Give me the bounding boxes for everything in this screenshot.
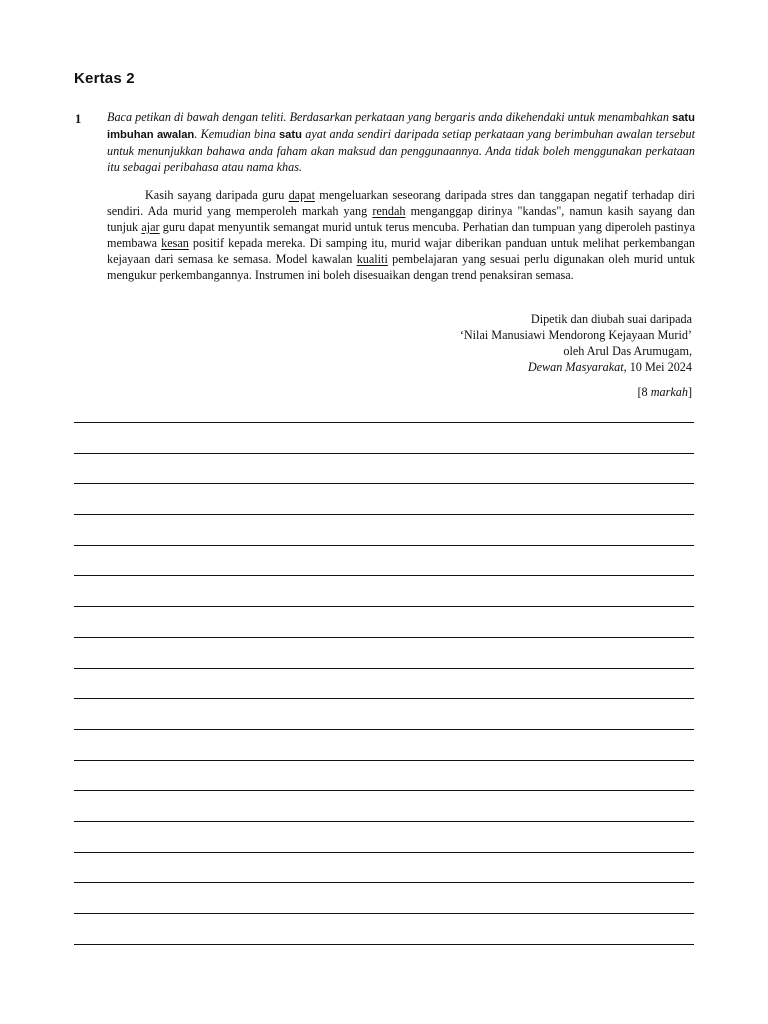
answer-line[interactable] (74, 606, 694, 607)
passage-text: positif kepada mereka. Di samping itu, murid wajar diberikan panduan untuk melihat perkembangan kejayaan dari semasa ke semasa. Model kawalan (107, 236, 695, 266)
answer-line[interactable] (74, 821, 694, 822)
answer-line[interactable] (74, 913, 694, 914)
underlined-word-kualiti: kualiti (356, 252, 388, 266)
passage-text: menganggap dirinya "kandas", namun kasih sayang dan tunjuk (107, 204, 695, 234)
answer-line[interactable] (74, 453, 694, 454)
marks-label: markah (650, 385, 688, 399)
passage-text: Kasih sayang daripada guru (145, 188, 289, 202)
source-line-2: ‘Nilai Manusiawi Mendorong Kejayaan Murid’ (459, 328, 692, 342)
answer-line[interactable] (74, 760, 694, 761)
source-line-3: oleh Arul Das Arumugam, (563, 344, 692, 358)
marks-allocation (637, 385, 692, 400)
answer-line[interactable] (74, 545, 694, 546)
answer-lines (74, 422, 694, 974)
source-line-1: Dipetik dan diubah suai daripada (530, 312, 692, 326)
answer-line[interactable] (74, 575, 694, 576)
underlined-word-kesan: kesan (161, 236, 189, 250)
source-citation (460, 311, 692, 375)
instruction-bold-1: satu imbuhan awalan (107, 112, 695, 141)
instruction-text-3: ayat anda sendiri daripada setiap perkataan yang berimbuhan awalan tersebut untuk menunjukkan bahawa anda faham akan maksud dan penggunaannya. Anda tidak boleh menggunakan perkataan itu sebagai peribahasa atau nama khas. (107, 127, 695, 174)
answer-line[interactable] (74, 698, 694, 699)
underlined-word-dapat: dapat (288, 188, 315, 202)
answer-line[interactable] (74, 483, 694, 484)
answer-line[interactable] (74, 514, 694, 515)
paper-title: Kertas 2 (74, 70, 135, 87)
passage-text: pembelajaran yang sesuai perlu digunakan oleh murid untuk mengukur perkembangannya. Instrumen ini boleh disesuaikan dengan trend penaksiran semasa. (107, 252, 695, 282)
answer-line[interactable] (74, 790, 694, 791)
answer-line[interactable] (74, 637, 694, 638)
question-number: 1 (75, 112, 82, 126)
source-date: , 10 Mei 2024 (623, 360, 692, 374)
answer-line[interactable] (74, 729, 694, 730)
answer-line[interactable] (74, 668, 694, 669)
passage-paragraph (107, 187, 695, 283)
answer-line[interactable] (74, 882, 694, 883)
instruction-text-2: . Kemudian bina (194, 127, 279, 141)
underlined-word-ajar: ajar (141, 220, 160, 234)
marks-open: [8 (637, 385, 651, 399)
passage-text: mengeluarkan seseorang daripada stres dan tanggapan negatif terhadap diri sendiri. Ada murid yang memperoleh markah yang (107, 188, 695, 218)
marks-close: ] (687, 385, 692, 399)
source-publication: Dewan Masyarakat (527, 360, 624, 374)
passage-text: guru dapat menyuntik semangat murid untuk terus mencuba. Perhatian dan tumpuan yang diperoleh pastinya membawa (107, 220, 696, 250)
source-line-4 (460, 359, 692, 375)
answer-line[interactable] (74, 852, 694, 853)
answer-line[interactable] (74, 944, 694, 945)
instruction-bold-2: satu (278, 129, 302, 141)
underlined-word-rendah: rendah (372, 204, 406, 218)
answer-line[interactable] (74, 422, 694, 423)
instruction-text-1: Baca petikan di bawah dengan teliti. Berdasarkan perkataan yang bergaris anda dikehendaki untuk menambahkan (107, 110, 672, 124)
question-instructions (107, 109, 695, 175)
